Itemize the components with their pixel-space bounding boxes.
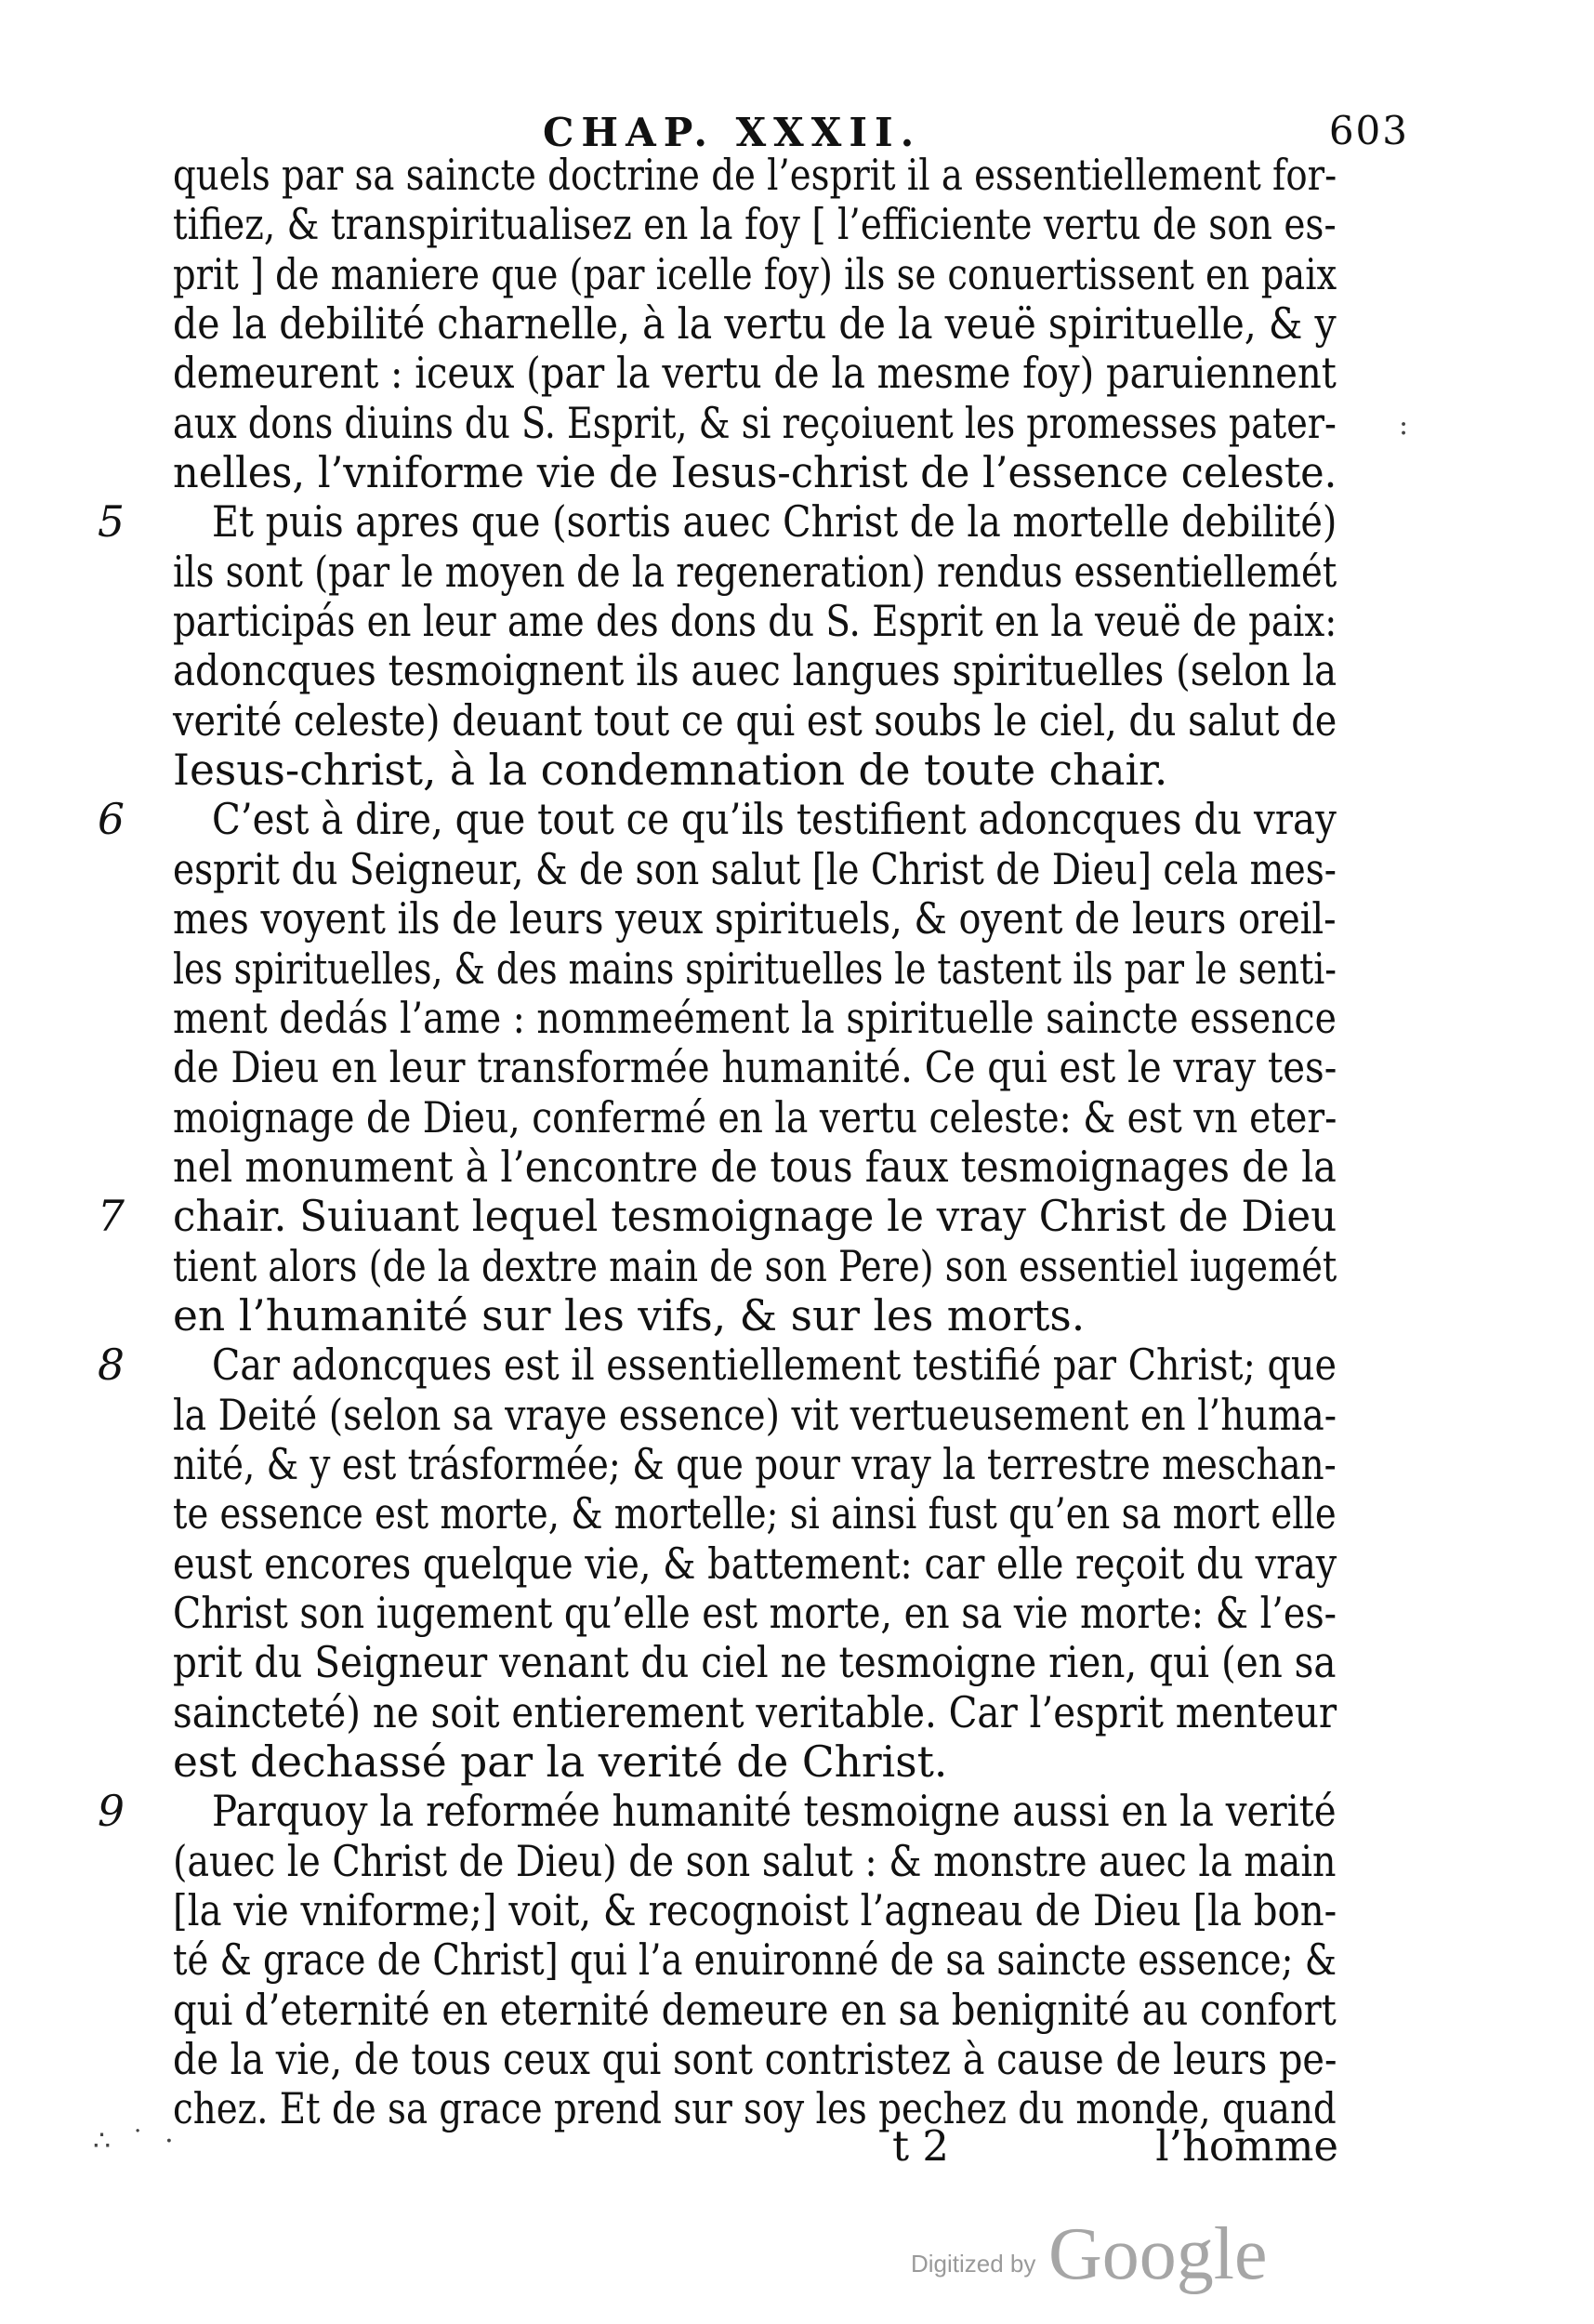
running-header xyxy=(520,80,1450,154)
line-text: qui d’eternité en eternité demeure en sa benignité au confort xyxy=(173,1985,1337,2035)
line-text: mes voyent ils de leurs yeux spirituels, & oyent de leurs oreil- xyxy=(173,894,1337,944)
text-line xyxy=(100,2035,1337,2084)
line-text: (auec le Christ de Dieu) de son salut : & monstre auec la main xyxy=(173,1836,1337,1886)
verse-number: 7 xyxy=(98,1192,125,1242)
line-text: Car adoncques est il essentiellement testifié par Christ; que xyxy=(212,1340,1337,1391)
line-text: en l’humanité sur les vifs, & sur les morts. xyxy=(173,1290,1086,1340)
text-line xyxy=(100,944,1337,994)
line-text: tifiez, & transpiritualisez en la foy [ l’efficiente vertu de son es- xyxy=(173,200,1337,250)
line-text: Iesus-christ, à la condemnation de toute chair. xyxy=(173,746,1168,796)
text-line xyxy=(100,1043,1337,1092)
page-number: 603 xyxy=(1328,108,1409,153)
text-line xyxy=(100,1986,1337,2035)
text-line xyxy=(100,250,1337,299)
google-logo: Google xyxy=(1048,2213,1268,2295)
ink-specks: ∴ ˙ · xyxy=(93,2125,179,2158)
line-text: de Dieu en leur transformée humanité. Ce qui est le vray tes- xyxy=(173,1043,1337,1093)
line-text: verité celeste) deuant tout ce qui est soubs le ciel, du salut de xyxy=(173,695,1337,746)
text-line xyxy=(100,994,1337,1043)
text-line xyxy=(100,349,1337,398)
line-text: esprit du Seigneur, & de son salut [le Christ de Dieu] cela mes- xyxy=(173,844,1337,894)
line-text: de la debilité charnelle, à la vertu de la veuë spirituelle, & y xyxy=(173,299,1337,350)
text-line xyxy=(100,1440,1337,1489)
text-line xyxy=(100,1391,1337,1440)
body-text xyxy=(100,151,1337,2134)
verse-number: 8 xyxy=(98,1340,125,1391)
line-text: quels par sa saincte doctrine de l’esprit il a essentiellement for- xyxy=(173,151,1337,200)
line-text: nelles, l’vniforme vie de Iesus-christ de l’essence celeste. xyxy=(173,448,1337,498)
line-text: nité, & y est trásformée; & que pour vray la terrestre meschan- xyxy=(173,1439,1337,1489)
page-footer xyxy=(93,2121,1338,2177)
text-line xyxy=(100,1589,1337,1638)
line-text: Christ son iugement qu’elle est morte, en sa vie morte: & l’es- xyxy=(173,1588,1337,1638)
line-text: adoncques tesmoignent ils auec langues spirituelles (selon la xyxy=(173,646,1337,696)
verse-number: 6 xyxy=(98,795,125,845)
line-text: Parquoy la reformée humanité tesmoigne aussi en la verité xyxy=(212,1787,1337,1837)
text-line xyxy=(100,1242,1337,1291)
chapter-heading: CHAP. XXXII. xyxy=(543,110,922,155)
line-text: chez. Et de sa grace prend sur soy les pechez du monde, quand xyxy=(173,2084,1337,2134)
text-line xyxy=(100,448,1337,497)
margin-speck: : xyxy=(1399,409,1409,442)
text-line xyxy=(100,1539,1337,1589)
line-text: de la vie, de tous ceux qui sont contristez à cause de leurs pe- xyxy=(173,2035,1337,2085)
line-text: C’est à dire, que tout ce qu’ils testifient adoncques du vray xyxy=(212,795,1337,845)
line-text: ils sont (par le moyen de la regeneration) rendus essentiellemét xyxy=(173,547,1337,597)
line-text: te essence est morte, & mortelle; si ainsi fust qu’en sa mort elle xyxy=(173,1489,1337,1539)
line-text: moignage de Dieu, confermé en la vertu celeste: & est vn eter- xyxy=(173,1092,1337,1142)
text-line xyxy=(100,746,1337,795)
line-text: Et puis apres que (sortis auec Christ de la mortelle debilité) xyxy=(212,497,1337,548)
line-text: té & grace de Christ] qui l’a enuironné de sa saincte essence; & xyxy=(173,1935,1337,1986)
line-text: ment dedás l’ame : nommeément la spirituelle saincte essence xyxy=(173,993,1337,1043)
digitized-label: Digitized by xyxy=(911,2250,1036,2278)
text-line xyxy=(100,1192,1337,1241)
catchword: l’homme xyxy=(1155,2121,1338,2171)
line-text: nel monument à l’encontre de tous faux tesmoignages de la xyxy=(173,1142,1337,1192)
line-text: [la vie vniforme;] voit, & recognoist l’agneau de Dieu [la bon- xyxy=(173,1886,1337,1936)
line-text: tient alors (de la dextre main de son Pere) son essentiel iugemét xyxy=(173,1241,1337,1291)
signature-mark: t 2 xyxy=(892,2121,950,2171)
text-line xyxy=(100,845,1337,894)
text-line xyxy=(100,548,1337,597)
verse-number: 9 xyxy=(98,1787,125,1837)
text-line xyxy=(100,696,1337,746)
line-text: est dechassé par la verité de Christ. xyxy=(173,1737,948,1787)
text-line xyxy=(100,1886,1337,1935)
text-line xyxy=(100,1787,1337,1836)
text-line xyxy=(100,1935,1337,1985)
text-line xyxy=(100,497,1337,547)
text-line xyxy=(100,597,1337,646)
line-text: eust encores quelque vie, & battement: car elle reçoit du vray xyxy=(173,1538,1337,1589)
text-line xyxy=(100,399,1337,448)
text-line xyxy=(100,1837,1337,1886)
text-line xyxy=(100,200,1337,249)
text-line xyxy=(100,1142,1337,1192)
line-text: prit ] de maniere que (par icelle foy) ils se conuertissent en paix xyxy=(173,249,1337,299)
text-line xyxy=(100,1688,1337,1737)
text-line xyxy=(100,1291,1337,1340)
text-line xyxy=(100,795,1337,844)
line-text: demeurent : iceux (par la vertu de la mesme foy) paruiennent xyxy=(173,349,1337,399)
line-text: les spirituelles, & des mains spirituelles le tastent ils par le senti- xyxy=(173,944,1337,994)
text-line xyxy=(100,151,1337,200)
text-line xyxy=(100,1340,1337,1390)
text-line xyxy=(100,1737,1337,1787)
line-text: participás en leur ame des dons du S. Esprit en la veuë de paix: xyxy=(173,597,1337,647)
line-text: chair. Suiuant lequel tesmoignage le vray Christ de Dieu xyxy=(173,1192,1337,1242)
text-line xyxy=(100,1489,1337,1538)
line-text: saincteté) ne soit entierement veritable. Car l’esprit menteur xyxy=(173,1687,1337,1737)
text-line xyxy=(100,646,1337,695)
line-text: prit du Seigneur venant du ciel ne tesmoigne rien, qui (en sa xyxy=(173,1638,1337,1688)
text-line xyxy=(100,894,1337,944)
line-text: aux dons diuins du S. Esprit, & si reçoiuent les promesses pater- xyxy=(173,398,1337,448)
verse-number: 5 xyxy=(98,497,125,548)
text-line xyxy=(100,299,1337,349)
line-text: la Deité (selon sa vraye essence) vit vertueusement en l’huma- xyxy=(173,1390,1337,1440)
text-line xyxy=(100,1093,1337,1142)
text-line xyxy=(100,1638,1337,1687)
digitized-by-watermark xyxy=(911,2212,1301,2296)
